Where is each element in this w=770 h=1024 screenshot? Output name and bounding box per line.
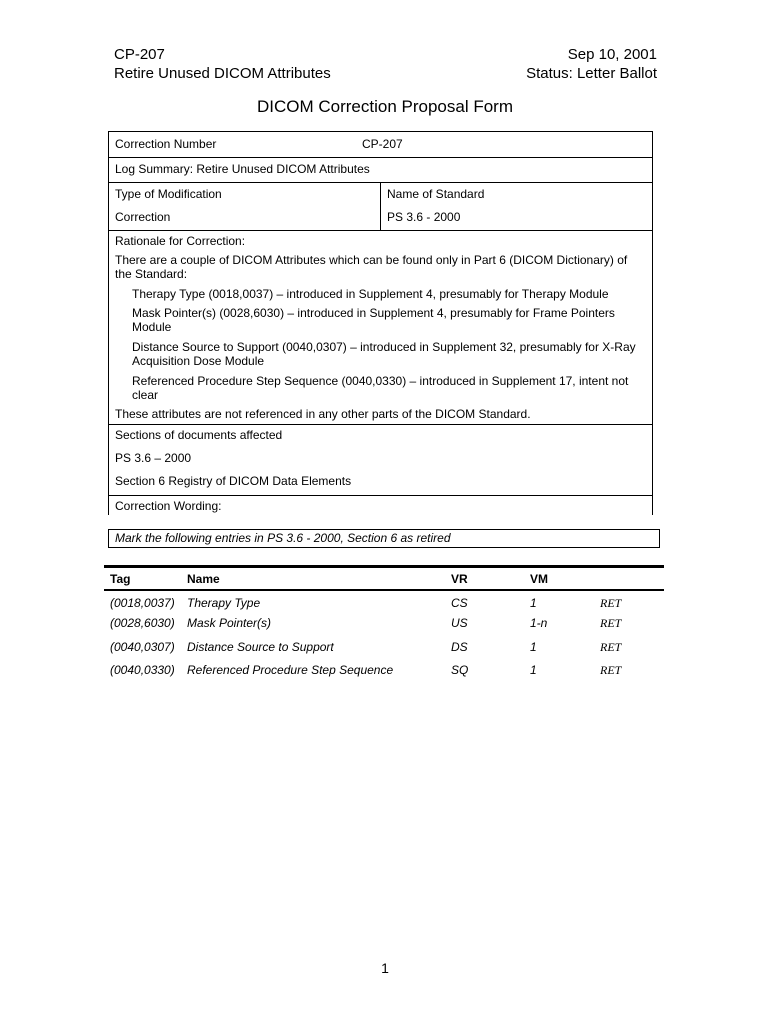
column-divider	[380, 183, 381, 230]
table-cell-vm: 1	[530, 640, 537, 654]
rationale-item: Therapy Type (0018,0037) – introduced in Supplement 4, presumably for Therapy Module	[132, 287, 609, 301]
page-title: DICOM Correction Proposal Form	[256, 97, 513, 116]
table-cell-ret: RET	[600, 640, 622, 654]
rationale-label: Rationale for Correction:	[115, 234, 246, 248]
table-cell-tag: (0018,0037)	[110, 596, 175, 610]
table-header-name: Name	[187, 572, 220, 586]
table-cell-ret: RET	[600, 663, 622, 677]
table-cell-vr: DS	[451, 640, 468, 654]
instruction-box	[108, 529, 660, 548]
type-of-modification-label: Type of Modification	[115, 187, 222, 201]
table-cell-tag: (0040,0307)	[110, 640, 175, 654]
doc-date: Sep 10, 2001	[567, 46, 657, 63]
rationale-item: Referenced Procedure Step Sequence (0040,0330) – introduced in Supplement 17, intent not clear	[132, 374, 629, 402]
modification-standard-row	[109, 183, 652, 231]
correction-number-value: CP-207	[362, 137, 403, 151]
rationale-item: Mask Pointer(s) (0028,6030) – introduced in Supplement 4, presumably for Frame Pointers Module	[132, 306, 615, 334]
rationale-item: Distance Source to Support (0040,0307) – introduced in Supplement 32, presumably for X-Ray Acquisition Dose Module	[132, 340, 636, 368]
doc-status: Status: Letter Ballot	[526, 65, 657, 82]
table-cell-name: Referenced Procedure Step Sequence	[187, 663, 394, 677]
rationale-row	[109, 231, 652, 425]
table-cell-vr: CS	[451, 596, 468, 610]
name-of-standard-value: PS 3.6 - 2000	[387, 210, 461, 224]
table-cell-ret: RET	[600, 596, 622, 610]
type-of-modification-value: Correction	[115, 210, 171, 224]
table-cell-vm: 1-n	[530, 616, 548, 630]
header-right	[526, 45, 657, 83]
table-header-tag: Tag	[110, 572, 131, 586]
table-cell-tag: (0040,0330)	[110, 663, 175, 677]
table-cell-name: Mask Pointer(s)	[187, 616, 272, 630]
sections-affected-row	[109, 425, 652, 496]
correction-form	[108, 131, 653, 515]
table-top-rule	[104, 565, 664, 568]
doc-subject: Retire Unused DICOM Attributes	[114, 65, 331, 82]
table-cell-name: Therapy Type	[187, 596, 261, 610]
correction-number-label: Correction Number	[115, 137, 217, 151]
table-cell-tag: (0028,6030)	[110, 616, 175, 630]
page-number: 1	[381, 960, 389, 976]
table-cell-vr: US	[451, 616, 468, 630]
table-cell-name: Distance Source to Support	[187, 640, 334, 654]
sections-doc: PS 3.6 – 2000	[115, 451, 192, 465]
instruction-text: Mark the following entries in PS 3.6 - 2000, Section 6 as retired	[115, 531, 451, 545]
table-cell-vr: SQ	[451, 663, 469, 677]
name-of-standard-label: Name of Standard	[387, 187, 485, 201]
correction-number-row	[109, 132, 652, 158]
table-header-vm: VM	[530, 572, 548, 586]
rationale-outro: These attributes are not referenced in any other parts of the DICOM Standard.	[115, 407, 531, 421]
sections-label: Sections of documents affected	[115, 428, 283, 442]
table-cell-vm: 1	[530, 596, 537, 610]
log-summary: Log Summary: Retire Unused DICOM Attributes	[115, 162, 370, 176]
doc-id: CP-207	[114, 46, 165, 63]
rationale-intro: There are a couple of DICOM Attributes which can be found only in Part 6 (DICOM Dictionary) of the Standard:	[115, 253, 628, 281]
table-cell-vm: 1	[530, 663, 537, 677]
log-summary-row	[109, 157, 652, 183]
sections-section: Section 6 Registry of DICOM Data Elements	[115, 474, 352, 488]
table-cell-ret: RET	[600, 616, 622, 630]
table-header-rule	[104, 589, 664, 591]
header-left	[114, 45, 331, 83]
table-header-vr: VR	[451, 572, 468, 586]
correction-wording-label: Correction Wording:	[115, 499, 222, 513]
